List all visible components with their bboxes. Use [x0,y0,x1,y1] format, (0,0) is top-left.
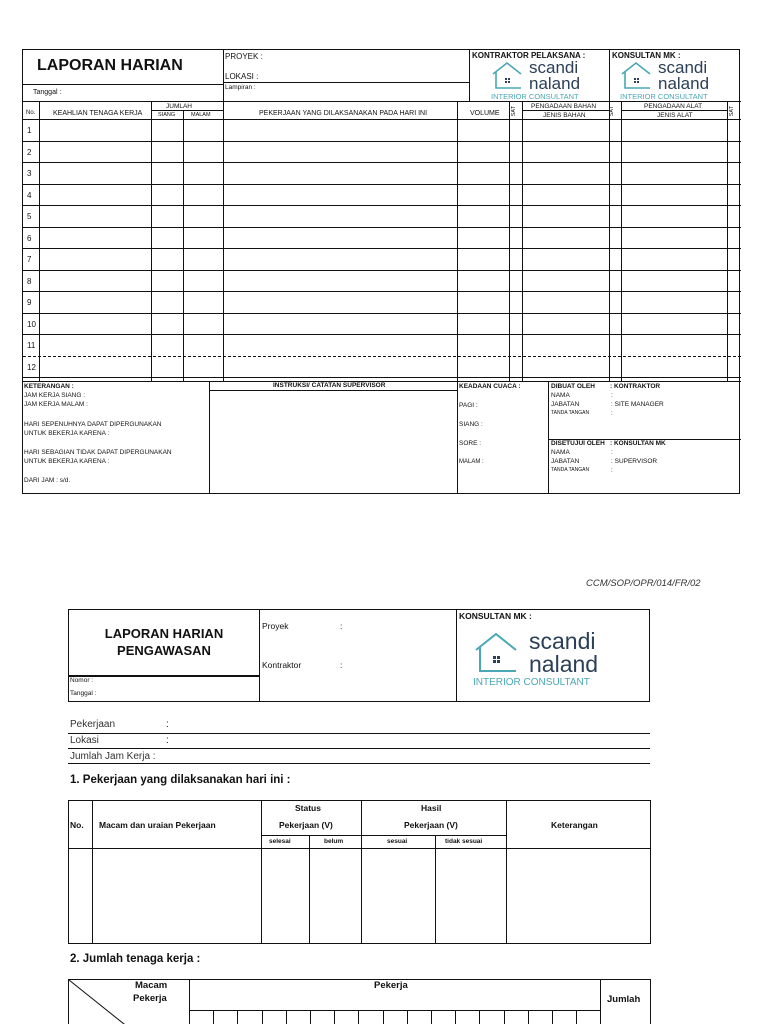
column-divider [576,1010,577,1024]
column-divider [528,1010,529,1024]
col-result-sub: Pekerjaan (V) [404,820,458,830]
column-divider [358,1010,359,1024]
notes-title: KETERANGAN : [24,383,74,390]
row-divider [23,313,741,314]
col-type-sub: Pekerja [133,993,167,1004]
row-number: 9 [27,298,32,307]
row-divider [23,248,741,249]
row-number: 12 [27,362,36,372]
contractor-colon: : [340,660,343,670]
column-divider [262,1010,263,1024]
company-logo: scandi naland INTERIOR CONSULTANT [491,58,581,101]
row-number: 1 [27,126,32,135]
notes-line: HARI SEBAGIAN TIDAK DAPAT DIPERGUNAKAN [24,449,172,456]
made-by-name-value: : [611,392,613,399]
row-divider [23,377,741,378]
made-by-position-value: : SITE MANAGER [611,401,664,408]
company-logo: scandi naland INTERIOR CONSULTANT [473,628,599,688]
col-equipment: PENGADAAN ALAT [644,103,703,110]
supervisor-notes-title: INSTRUKSI/ CATATAN SUPERVISOR [273,382,386,389]
daily-report-form [22,49,740,494]
col-worker: Pekerja [374,980,408,991]
made-by-name: NAMA [551,392,570,399]
location-label: LOKASI : [225,72,259,81]
row-divider [23,227,741,228]
approved-by-name: NAMA [551,449,570,456]
row-number: 4 [27,190,32,200]
col-not-done: belum [324,838,344,845]
made-by-title: DIBUAT OLEH [551,383,595,390]
house-icon [620,60,652,90]
col-amount: JUMLAH [166,103,193,110]
weather-night: MALAM : [459,459,484,465]
work-colon: : [166,719,169,730]
col-no: No. [70,820,84,830]
weather-afternoon: SORE : [459,440,482,447]
row-divider [23,334,741,335]
row-divider [23,291,741,292]
workforce-table [68,979,651,1024]
location-label: Lokasi [70,735,99,746]
location-colon: : [166,735,169,746]
column-divider [479,1010,480,1024]
col-material-type: JENIS BAHAN [543,112,586,119]
row-divider [23,205,741,206]
approved-by-name-value: : [611,449,613,456]
row-divider [23,184,741,185]
col-unit: SAT [510,106,517,117]
contractor-label: KONTRAKTOR PELAKSANA : [472,51,586,60]
house-icon [491,60,523,90]
col-type: Macam [135,980,168,991]
weather-morning: PAGI : [459,402,478,409]
column-divider [334,1010,335,1024]
attachment-label: Lampiran : [225,84,256,91]
house-icon [473,630,519,674]
supervision-title: LAPORAN HARIAN [104,626,224,641]
consultant-label: KONSULTAN MK : [612,51,681,60]
column-divider [552,1010,553,1024]
row-number: 10 [27,319,36,329]
row-number: 6 [27,233,32,243]
col-not-match: tidak sesuai [445,838,483,845]
row-number: 7 [27,255,32,264]
approved-by-signature: TANDA TANGAN [551,467,590,473]
column-divider [213,1010,214,1024]
weather-title: KEADAAN CUACA : [459,383,521,390]
consultant-box [456,609,650,702]
approved-by-position: JABATAN [551,458,580,465]
work-table [68,800,651,944]
date-label: Tanggal : [70,690,97,697]
document-code: CCM/SOP/OPR/014/FR/02 [586,578,701,589]
col-skill: KEAHLIAN TENAGA KERJA [53,110,143,117]
section-2-title: 2. Jumlah tenaga kerja : [70,953,201,965]
project-colon: : [340,621,343,631]
row-divider [23,356,741,357]
approved-by-value: : KONSULTAN MK [610,440,666,447]
company-logo: scandi naland INTERIOR CONSULTANT [620,58,710,101]
row-divider [23,270,741,271]
diagonal-divider [69,980,191,1024]
made-by-value: : KONTRAKTOR [610,383,661,390]
row-number: 2 [27,147,32,157]
col-no: No. [26,110,36,116]
row-number: 8 [27,276,32,286]
work-hours-label: Jumlah Jam Kerja : [70,751,156,762]
col-night: MALAM [191,112,211,118]
notes-line: JAM KERJA SIANG : [24,392,86,399]
approved-by-position-value: : SUPERVISOR [611,458,658,465]
column-divider [286,1010,287,1024]
row-number: 11 [27,341,36,350]
col-equipment-type: JENIS ALAT [657,112,693,119]
col-unit: SAT [608,106,615,117]
notes-line: DARI JAM : s/d. [24,477,71,484]
notes-line: UNTUK BEKERJA KARENA : [24,458,110,465]
supervision-subtitle: PENGAWASAN [117,643,211,658]
col-unit: SAT [728,106,735,117]
col-volume: VOLUME [470,110,500,117]
col-result: Hasil [421,803,442,813]
col-day: SIANG [158,112,176,118]
row-number: 5 [27,212,32,221]
notes-line: UNTUK BEKERJA KARENA : [24,430,110,437]
col-status: Status [295,803,321,813]
notes-line: JAM KERJA MALAM : [24,401,88,408]
col-material: PENGADAAN BAHAN [531,103,597,110]
col-notes: Keterangan [551,820,598,830]
row-divider [23,162,741,163]
row-number: 3 [27,169,32,178]
consultant-label: KONSULTAN MK : [459,611,532,621]
column-divider [504,1010,505,1024]
number-label: Nomor : [70,677,94,684]
contractor-label: Kontraktor [262,660,302,670]
supervision-title-box [68,609,260,702]
project-label: PROYEK : [225,52,263,61]
approved-by-signature-value: : [611,468,613,474]
section-1-title: 1. Pekerjaan yang dilaksanakan hari ini : [70,774,291,786]
column-divider [455,1010,456,1024]
work-label: Pekerjaan [70,719,116,730]
notes-line: HARI SEPENUHNYA DAPAT DIPERGUNAKAN [24,421,162,428]
approved-by-title: DISETUJUI OLEH [551,440,605,447]
col-done: selesai [269,838,291,845]
made-by-signature-value: : [611,411,613,417]
col-status-sub: Pekerjaan (V) [279,820,333,830]
date-label: Tanggal : [33,89,62,96]
weather-noon: SIANG : [459,421,483,428]
column-divider [383,1010,384,1024]
row-divider [23,141,741,142]
made-by-signature: TANDA TANGAN [551,410,590,416]
column-divider [431,1010,432,1024]
col-total: Jumlah [607,994,641,1005]
project-box [259,609,457,702]
column-divider [237,1010,238,1024]
col-work: PEKERJAAN YANG DILAKSANAKAN PADA HARI INI [259,110,428,117]
col-match: sesuai [387,838,408,845]
column-divider [407,1010,408,1024]
col-work-type: Macam dan uraian Pekerjaan [99,820,216,830]
made-by-position: JABATAN [551,401,580,408]
project-label: Proyek [262,621,289,631]
column-divider [310,1010,311,1024]
report-title: LAPORAN HARIAN [37,57,183,74]
